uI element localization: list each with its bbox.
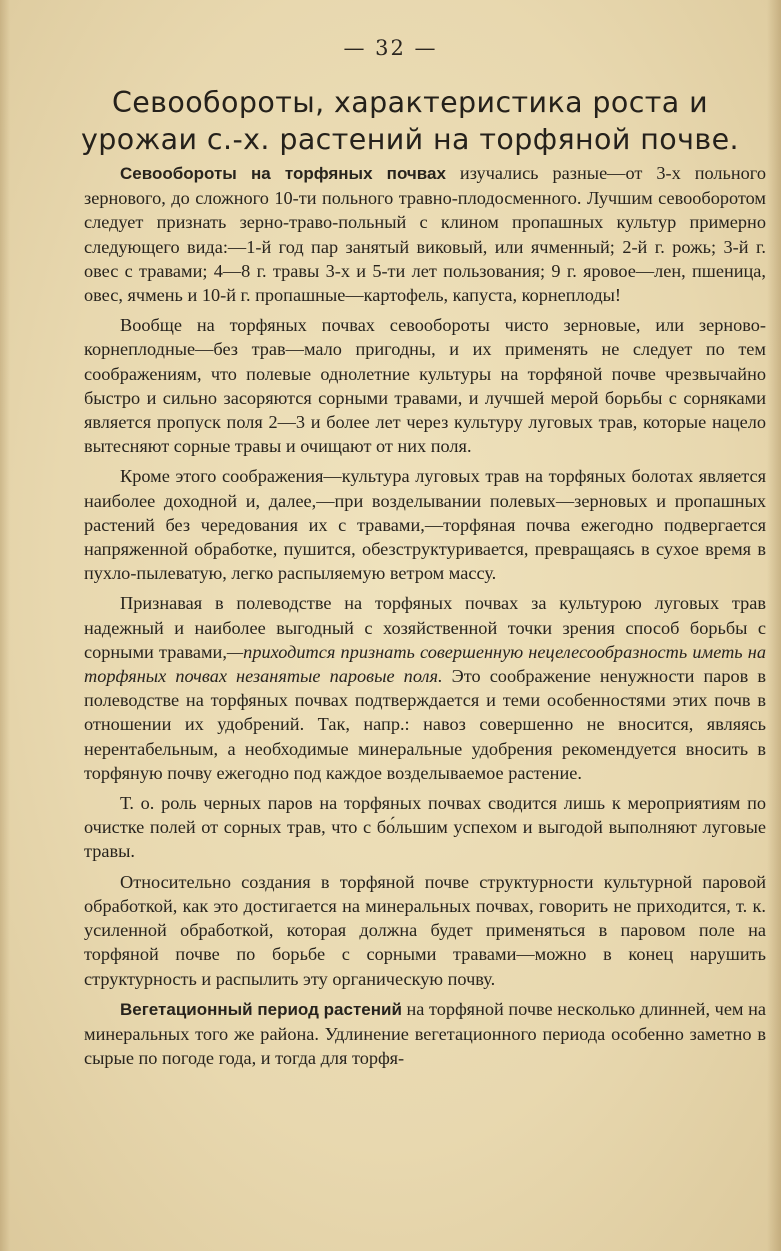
- page-number: — 32 —: [343, 36, 438, 60]
- paragraph-text: Относительно создания в торфяной почве структурности культурной паровой обработкой, как это достигается на минеральных почвах, говорить не приходится, т. к. усиленной обработкой, которая должна будет применяться в паровом поле на торфяной почве по борьбе с сорными травами—можно в конец нарушить структурность и распылить эту органическую почву.: [84, 871, 766, 989]
- paragraph-text: Вообще на торфяных почвах севообороты чисто зерновые, или зерново-корнеплодные—без трав—мало пригодны, и их применять не следует по тем соображениям, что полевые однолетние культуры на торфяной почве чрезвычайно быстро и сильно засоряются сорными травами, и лучшей мерой борьбы с сорняками является пропуск поля 2—3 и более лет через культуру луговых трав, которые нацело вытесняют сорные травы и очищают от них поля.: [84, 315, 766, 457]
- paragraph-text: Кроме этого соображения—культура луговых трав на торфяных болотах является наиболее доходной и, далее,—при возделывании полевых—зерновых и пропашных растений без чередования их с травами,—торфяная почва ежегодно подвергается напряженной обработке, пушится, обезструктуривается, превращаясь в сухое время в пухло-пылеватую, легко распыляемую ветром массу.: [84, 466, 766, 584]
- paragraph-fallow: [84, 591, 766, 785]
- page-shadow-right: [767, 0, 781, 1251]
- section-title: Севообороты, характеристика роста и урожаи с.-х. растений на торфяной почве.: [81, 86, 739, 156]
- paragraph-text: на торфяной почве несколько длинней, чем на минеральных того же района. Удлинение вегетационного периода особенно заметно в сырые по погоде года, и тогда для торфя-: [84, 998, 767, 1069]
- paragraph-text-tail: Это соображение ненужности паров в полеводстве на торфяных почвах подтверждается и теми особенностями этих почв в отношении их удобрений. Так, напр.: навоз совершенно не вносится, являясь нерентабельным, а необходимые минеральные удобрения рекомендуется вносить в торфяную почву ежегодно под каждое возделываемое растение.: [84, 666, 766, 783]
- paragraph-lead: Севообороты на торфяных почвах: [120, 164, 446, 183]
- paragraph-meadow-grasses: [84, 464, 766, 585]
- paragraph-text: изучались разные—от 3-х польного зернового, до сложного 10-ти польного травно-плодосменного. Лучшим севооборотом следует признать зерно-траво-польный с клином пропашных культур примерно следующего вида:—1-й год пар занятый виковый, или ячменный; 2-й г. рожь; 3-й г. овес с травами; 4—8 г. травы 3-х и 5-ти лет пользования; 9 г. яровое—лен, пшеница, овес, ячмень и 10-й г. пропашные—картофель, капуста, корнеплоды!: [84, 163, 766, 306]
- paragraph-structure: [84, 870, 766, 991]
- body-text: [84, 161, 766, 1076]
- paragraph-black-fallow: [84, 791, 766, 864]
- page-shadow-left: [0, 0, 10, 1251]
- paragraph-text: Признавая в полеводстве на торфяных почвах за культурою луговых трав надежный и наиболее выгодный с хозяйственной точки зрения способ борьбы с сорными травами,: [84, 593, 766, 662]
- paragraph-vegetation-period: [84, 997, 766, 1071]
- paragraph-crop-rotations: [84, 161, 766, 307]
- paragraph-grain-rotations: [84, 313, 766, 458]
- paragraph-lead: Вегетационный период растений: [120, 999, 402, 1019]
- paragraph-text: Т. о. роль черных паров на торфяных почвах сводится лишь к мероприятиям по очистке полей от сорных трав, что с бо́льшим успехом и выгодой выполняют луговые травы.: [84, 793, 766, 862]
- paragraph-italic-emphasis: —приходится признать совершенную нецелесообразность иметь на торфяных почвах незанятые паровые поля.: [84, 641, 767, 687]
